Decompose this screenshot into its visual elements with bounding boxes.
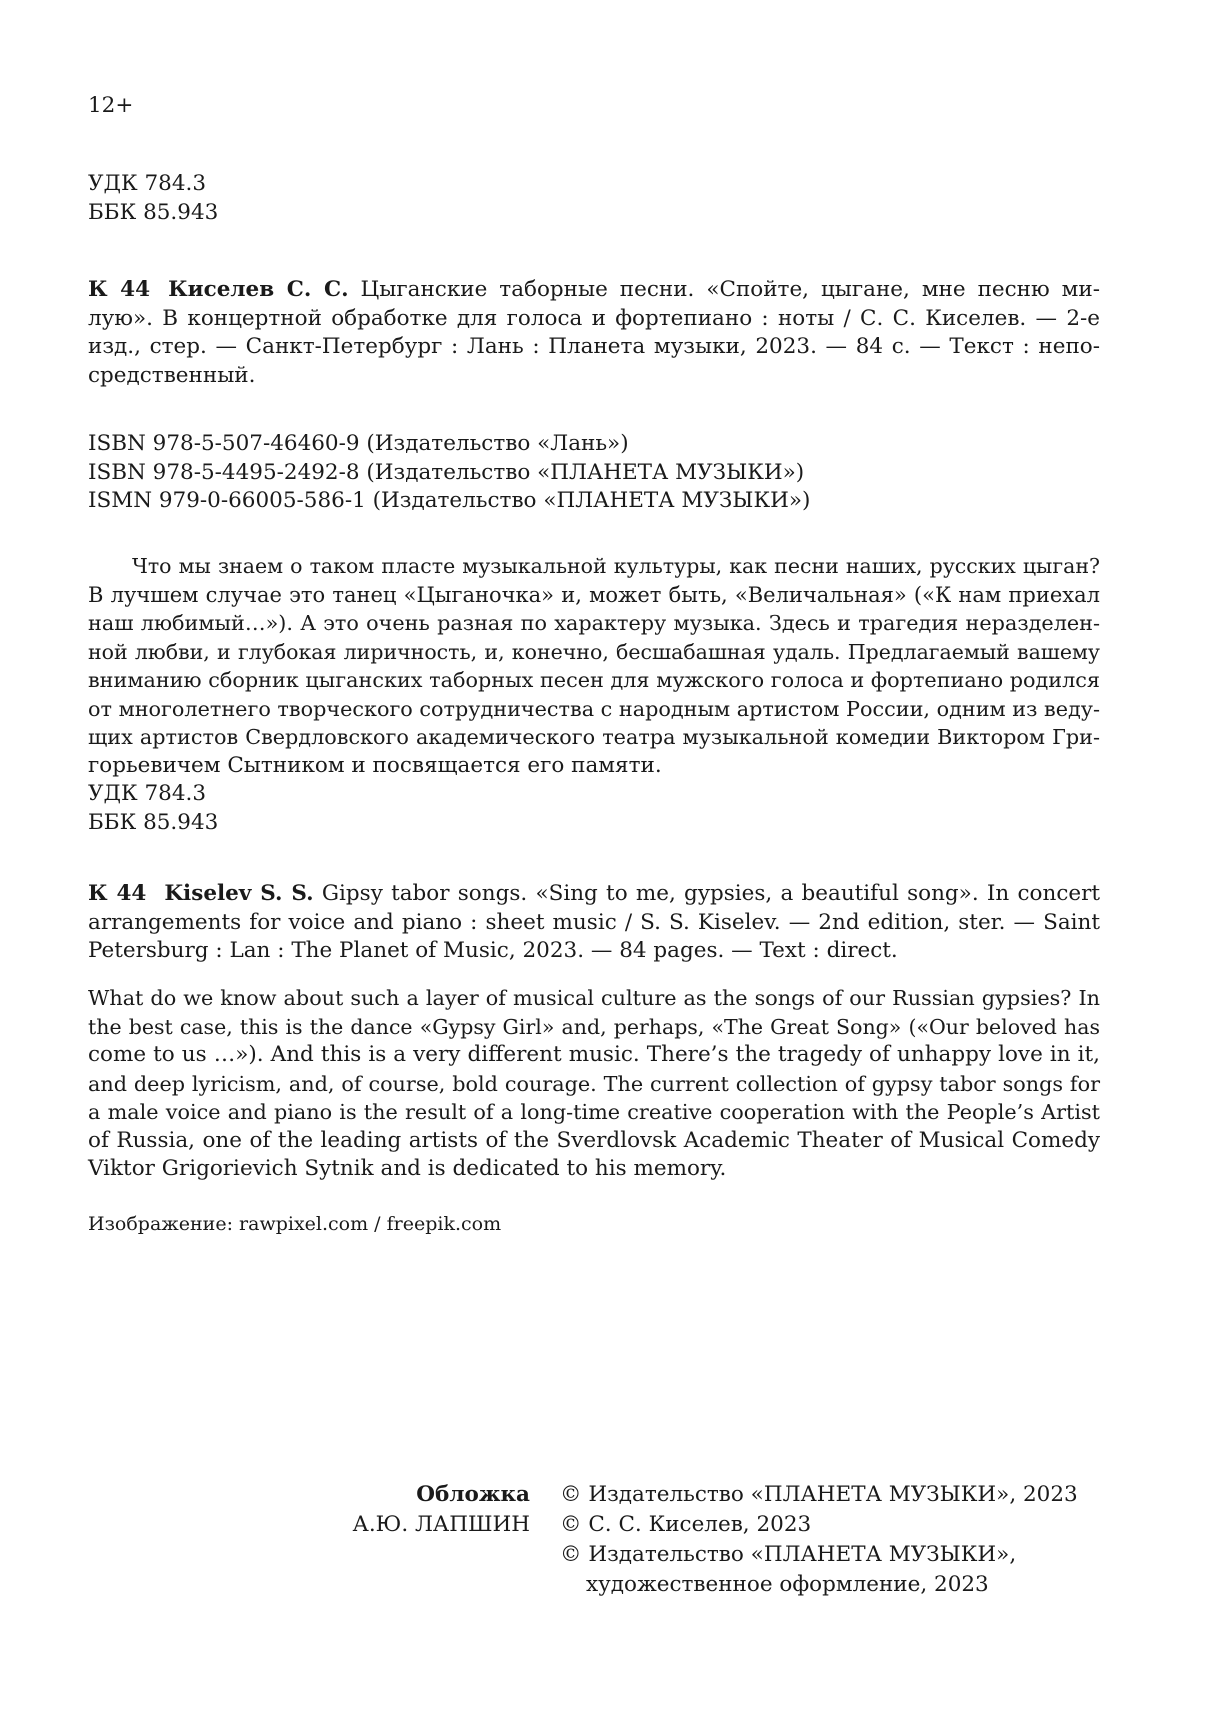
record-line: средственный. — [88, 362, 256, 388]
bbk-code: ББК 85.943 — [88, 809, 219, 835]
cover-label: Обложка — [416, 1482, 530, 1507]
record-line: лую». В концертной обработке для голоса и фортепиано : ноты / С. С. Киселев. — 2-е — [88, 305, 1100, 331]
record-line: Цыганские таборные песни. «Спойте, цыгане, мне песню ми- — [360, 277, 1100, 302]
cover-artist: А.Ю. ЛАПШИН — [352, 1512, 530, 1537]
abstract-line: of Russia, one of the leading artists of the Sverdlovsk Academic Theater of Musical Comedy — [88, 1127, 1100, 1153]
udk-code: УДК 784.3 — [88, 171, 207, 196]
abstract-line: and deep lyricism, and, of course, bold courage. The current collection of gypsy tabor songs for — [88, 1071, 1100, 1096]
record-line: arrangements for voice and piano : sheet music / S. S. Kiselev. — 2nd edition, ster. — Saint — [88, 909, 1100, 935]
abstract-line: горьевичем Сытником и посвящается его памяти. — [88, 752, 662, 778]
isbn-entry: ISBN 978-5-507-46460-9 (Издательство «Лань») — [88, 431, 629, 456]
record-line: изд., стер. — Санкт-Петербург : Лань : Планета музыки, 2023. — 84 с. — Текст : непо- — [88, 334, 1100, 359]
image-credit: Изображение: rawpixel.com / freepik.com — [88, 1213, 502, 1235]
age-rating: 12+ — [88, 93, 134, 118]
abstract-line: В лучшем случае это танец «Цыганочка» и, может быть, «Величальная» («К нам приехал — [88, 582, 1100, 607]
abstract-line: What do we know about such a layer of musical culture as the songs of our Russian gypsies? In — [88, 986, 1100, 1010]
bbk-code: ББК 85.943 — [88, 199, 219, 225]
abstract-en — [88, 984, 1100, 1184]
abstract-line: Что мы знаем о таком пласте музыкальной культуры, как песни наших, русских цыган? — [132, 554, 1100, 578]
udk-code: УДК 784.3 — [88, 781, 207, 806]
record-code: К 44 — [88, 881, 147, 906]
record-author: Kiselev S. S. — [164, 881, 314, 906]
abstract-line: a male voice and piano is the result of a long-time creative cooperation with the People’s Artist — [88, 1100, 1100, 1124]
ismn-entry: ISMN 979-0-66005-586-1 (Издательство «ПЛАНЕТА МУЗЫКИ») — [88, 488, 811, 513]
abstract-line: вниманию сборник цыганских таборных песен для мужского голоса и фортепиано родился — [88, 668, 1100, 692]
record-author: Киселев С. С. — [168, 277, 349, 302]
copyright-line: художественное оформление, 2023 — [586, 1572, 989, 1597]
bibliographic-record-ru — [88, 276, 1100, 390]
record-code: К 44 — [88, 277, 151, 302]
classification-mid — [88, 780, 1100, 837]
classification-top — [88, 170, 1100, 227]
record-line: Gipsy tabor songs. «Sing to me, gypsies, a beautiful song». In concert — [321, 881, 1100, 906]
copyright-block — [560, 1480, 1080, 1600]
abstract-line: ной любви, и глубокая лиричность, и, конечно, бесшабашная удаль. Предлагаемый вашему — [88, 639, 1100, 664]
isbn-entry: ISBN 978-5-4495-2492-8 (Издательство «ПЛАНЕТА МУЗЫКИ») — [88, 459, 805, 485]
record-line: Petersburg : Lan : The Planet of Music, 2023. — 84 pages. — Text : direct. — [88, 938, 898, 963]
abstract-line: Viktor Grigorievich Sytnik and is dedicated to his memory. — [88, 1156, 727, 1181]
bibliographic-record-en — [88, 880, 1100, 966]
copyright-line: © С. С. Киселев, 2023 — [560, 1512, 812, 1537]
abstract-line: от многолетнего творческого сотрудничества с народным артистом России, одним из веду- — [88, 696, 1100, 721]
copyright-line: © Издательство «ПЛАНЕТА МУЗЫКИ», — [560, 1542, 1017, 1567]
cover-credit — [250, 1480, 530, 1540]
abstract-line: щих артистов Свердловского академического театра музыкальной комедии Виктором Гри- — [88, 725, 1100, 749]
abstract-line: come to us …»). And this is a very different music. There’s the tragedy of unhappy love in it, — [88, 1042, 1100, 1067]
copyright-line: © Издательство «ПЛАНЕТА МУЗЫКИ», 2023 — [560, 1482, 1078, 1507]
abstract-line: the best case, this is the dance «Gypsy Girl» and, perhaps, «The Great Song» («Our beloved has — [88, 1014, 1100, 1039]
abstract-ru — [88, 552, 1100, 780]
isbn-list — [88, 430, 1100, 516]
abstract-line: наш любимый…»). А это очень разная по характеру музыка. Здесь и трагедия неразделен- — [88, 611, 1100, 635]
